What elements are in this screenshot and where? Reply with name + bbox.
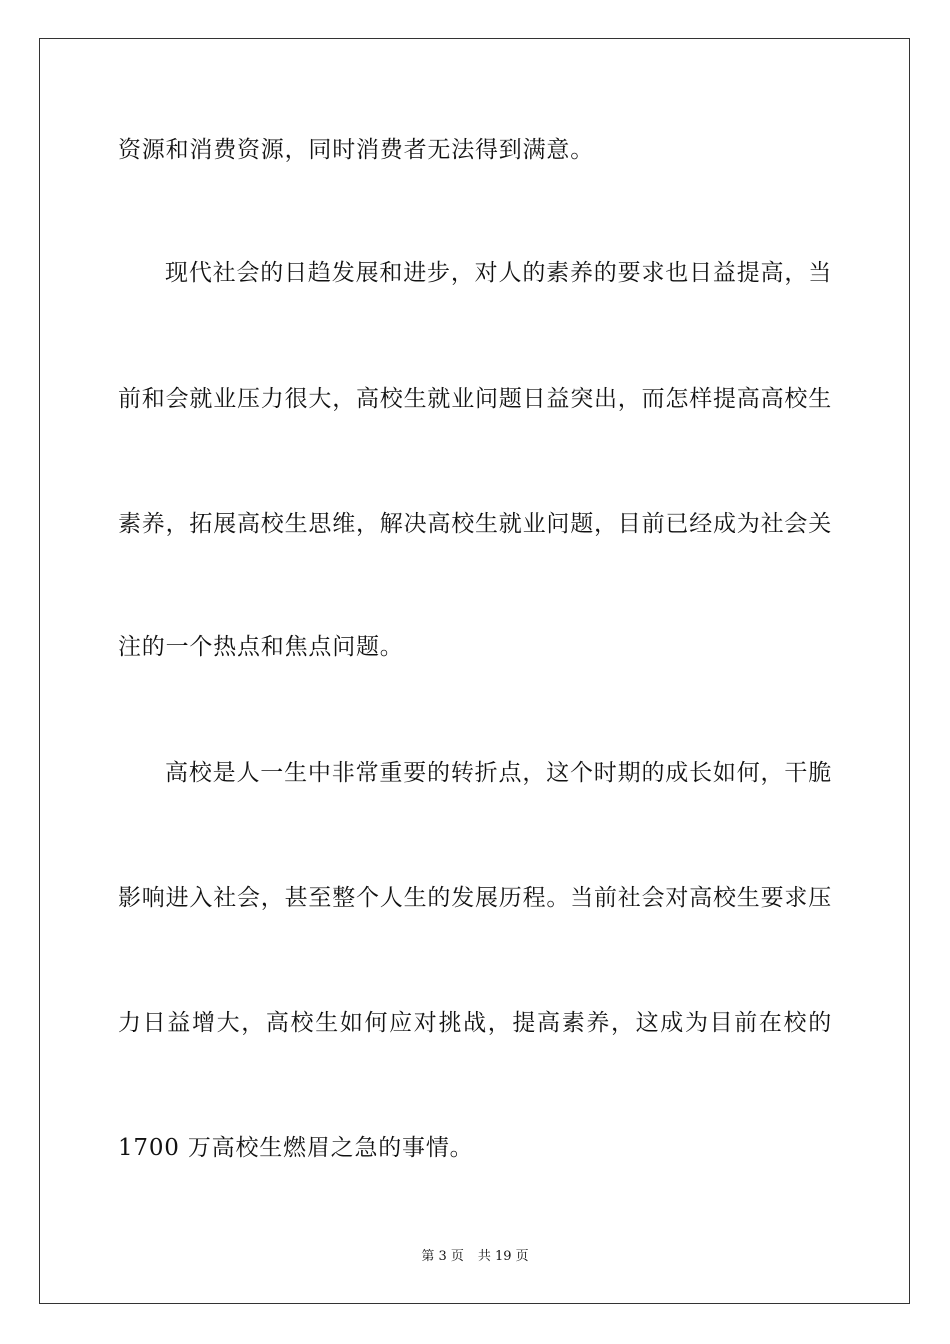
paragraph-start-line: 高校是人一生中非常重要的转折点，这个时期的成长如何，干脆	[165, 760, 832, 786]
total-pages: 共 19 页	[477, 1249, 529, 1264]
text-line: 资源和消费资源，同时消费者无法得到满意。	[118, 137, 594, 163]
text-line: 注的一个热点和焦点问题。	[118, 634, 404, 660]
page-footer	[0, 1248, 950, 1266]
text-line: 影响进入社会，甚至整个人生的发展历程。当前社会对高校生要求压	[118, 885, 832, 911]
page-number: 第 3 页	[421, 1249, 464, 1264]
page-border	[39, 38, 910, 1304]
text-line: 1700 万高校生燃眉之急的事情。	[118, 1135, 474, 1161]
text-line: 力日益增大，高校生如何应对挑战，提高素养，这成为目前在校的	[118, 1010, 832, 1036]
text-line: 素养，拓展高校生思维，解决高校生就业问题，目前已经成为社会关	[118, 511, 832, 537]
text-line: 前和会就业压力很大，高校生就业问题日益突出，而怎样提高高校生	[118, 386, 832, 412]
paragraph-start-line: 现代社会的日趋发展和进步，对人的素养的要求也日益提高，当	[165, 260, 832, 286]
